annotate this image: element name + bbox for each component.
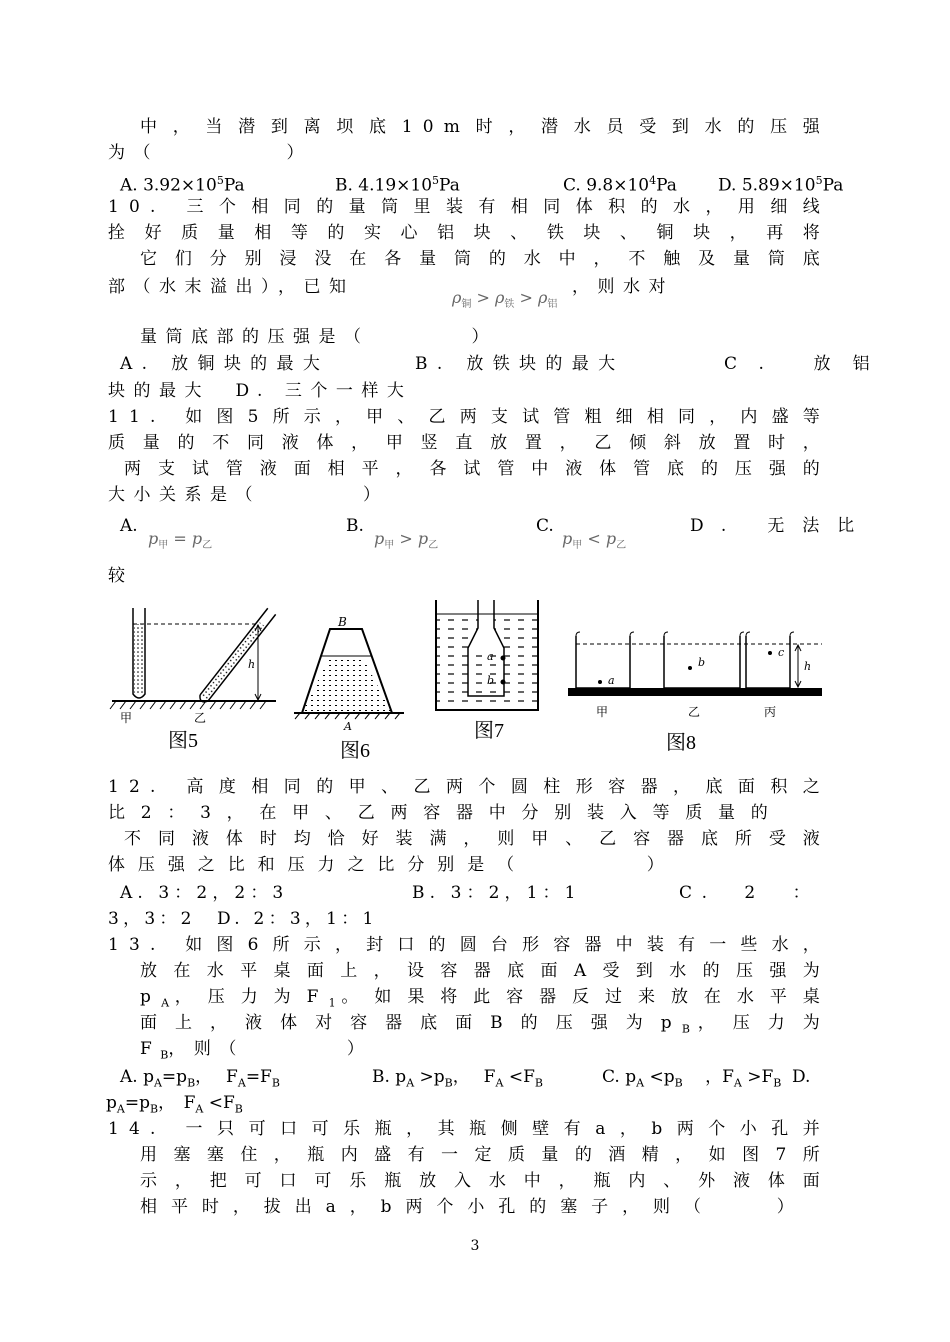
option-d: D. [792, 1067, 811, 1087]
fig8-label: 图8 [666, 732, 696, 754]
fig5-jia: 甲 [120, 711, 133, 725]
text-line: 量筒底部的压强是（ ） [140, 327, 497, 347]
formula-a: $p_甲 = p_乙$ [148, 529, 213, 552]
option-a: A. [120, 516, 138, 536]
text-line: 为（ ） [108, 143, 312, 163]
fig6-B: B [338, 615, 347, 629]
fig8-b: b [698, 656, 706, 669]
text-line: 比2：3，在甲、乙两容器中分别装入等质量的 [108, 803, 778, 823]
text-line: 拴好质量相等的实心铝块、铁块、铜块，再将 [108, 223, 830, 243]
fig5-h: h [248, 658, 256, 671]
text-line: ，则水对 [572, 277, 674, 297]
formula-c: $p_甲 < p_乙$ [562, 529, 627, 552]
text-line: 11. 如图5所示，甲、乙两支试管粗细相同，内盛等 [108, 407, 830, 427]
fig7-b: b [487, 674, 495, 687]
text-line: 不同液体时均恰好装满，则甲、乙容器底所受液 [124, 829, 830, 849]
option-c: C. $p_A <p_B$ ，$F_A >F_B$ [602, 1067, 782, 1090]
text-line: 面上，液体对容器底面B的压强为$p_B$，压力为 [140, 1013, 830, 1036]
text-line: 3，3：2 D. 2：3，1：1 [108, 909, 378, 929]
text-line: 13. 如图6所示，封口的圆台形容器中装有一些水， [108, 935, 830, 955]
text-line: 较 [108, 566, 134, 586]
option-b: B. $p_A >p_B$， $F_A <F_B$ [372, 1067, 543, 1090]
fig8-yi: 乙 [688, 705, 701, 719]
text-line: 两支试管液面相平，各试管中液体管底的压强的 [124, 459, 830, 479]
option-c: C. 放铝 [724, 354, 892, 374]
option-b: B. 3：2，1：1 [412, 883, 581, 903]
text-line: 体压强之比和压力之比分别是（ ） [108, 855, 674, 875]
fig8-bing: 丙 [764, 705, 777, 719]
text-line: 用塞塞住，瓶内盛有一定质量的酒精，如图7所 [140, 1145, 830, 1165]
text-line: 部（水末溢出），已知 [108, 277, 355, 297]
option-b: B. 放铁块的最大 [415, 354, 625, 374]
fig5-yi: 乙 [194, 711, 207, 725]
figure-5 [108, 598, 288, 758]
option-b: B. $4.19\times 10^5Pa$ [335, 174, 460, 196]
fig8-c: c [778, 646, 785, 659]
option-b: B. [346, 516, 364, 536]
option-d: D. $5.89\times 10^5Pa$ [718, 174, 844, 196]
text-line: 中，当潜到离坝底10m时，潜水员受到水的压强 [140, 117, 830, 137]
option-d: D. 无法比 [690, 516, 872, 536]
fig6-label: 图6 [340, 740, 370, 762]
figure-8 [568, 598, 828, 728]
option-a: A. 3：2，2：3 [120, 883, 289, 903]
figure-6 [292, 598, 412, 738]
fig8-h: h [804, 660, 812, 673]
text-line: 大小关系是（ ） [108, 485, 389, 505]
option-a: A. $3.92\times 10^5Pa$ [120, 174, 245, 196]
option-a: A. $p_A=p_B$， $F_A=F_B$ [120, 1067, 280, 1090]
text-line: 块的最大 D. 三个一样大 [108, 381, 413, 401]
option-c: C. $9.8\times 10^4Pa$ [563, 174, 677, 196]
density-relation: $\rho_铜 > \rho_铁 > \rho_铝$ [452, 288, 558, 311]
text-line: 14. 一只可口可乐瓶，其瓶侧壁有a，b两个小孔并 [108, 1119, 830, 1139]
fig8-a: a [608, 674, 615, 687]
text-line: $F_B$，则（ ） [140, 1039, 373, 1062]
formula-b: $p_甲 > p_乙$ [374, 529, 439, 552]
text-line: 10. 三个相同的量筒里装有相同体积的水，用细线 [108, 197, 830, 217]
text-line: 它们分别浸没在各量筒的水中，不触及量筒底 [140, 249, 830, 269]
fig5-label: 图5 [168, 730, 198, 752]
option-c: C. 2 ： [679, 883, 820, 903]
text-line: 12. 高度相同的甲、乙两个圆柱形容器，底面积之 [108, 777, 830, 797]
option-c: C. [536, 516, 554, 536]
fig8-jia: 甲 [596, 705, 609, 719]
text-line: 放在水平桌面上，设容器底面A受到水的压强为 [140, 961, 830, 981]
fig7-label: 图7 [474, 720, 504, 742]
text-line: $p_A$，压力为$F_1$。如果将此容器反过来放在水平桌 [140, 987, 831, 1010]
text-line: 相平时，拔出a，b两个小孔的塞子，则（ ） [140, 1197, 804, 1217]
text-line: 质量的不同液体，甲竖直放置，乙倾斜放置时， [108, 433, 830, 453]
text-line: 示，把可口可乐瓶放入水中，瓶内、外液体面 [140, 1171, 830, 1191]
figure-7 [432, 598, 542, 718]
fig7-a: a [487, 650, 494, 663]
option-a: A. 放铜块的最大 [120, 354, 330, 374]
fig6-A: A [344, 720, 352, 733]
page-number: 3 [470, 1238, 480, 1254]
option-d-cont: $p_A=p_B$， $F_A <F_B$ [106, 1093, 243, 1116]
